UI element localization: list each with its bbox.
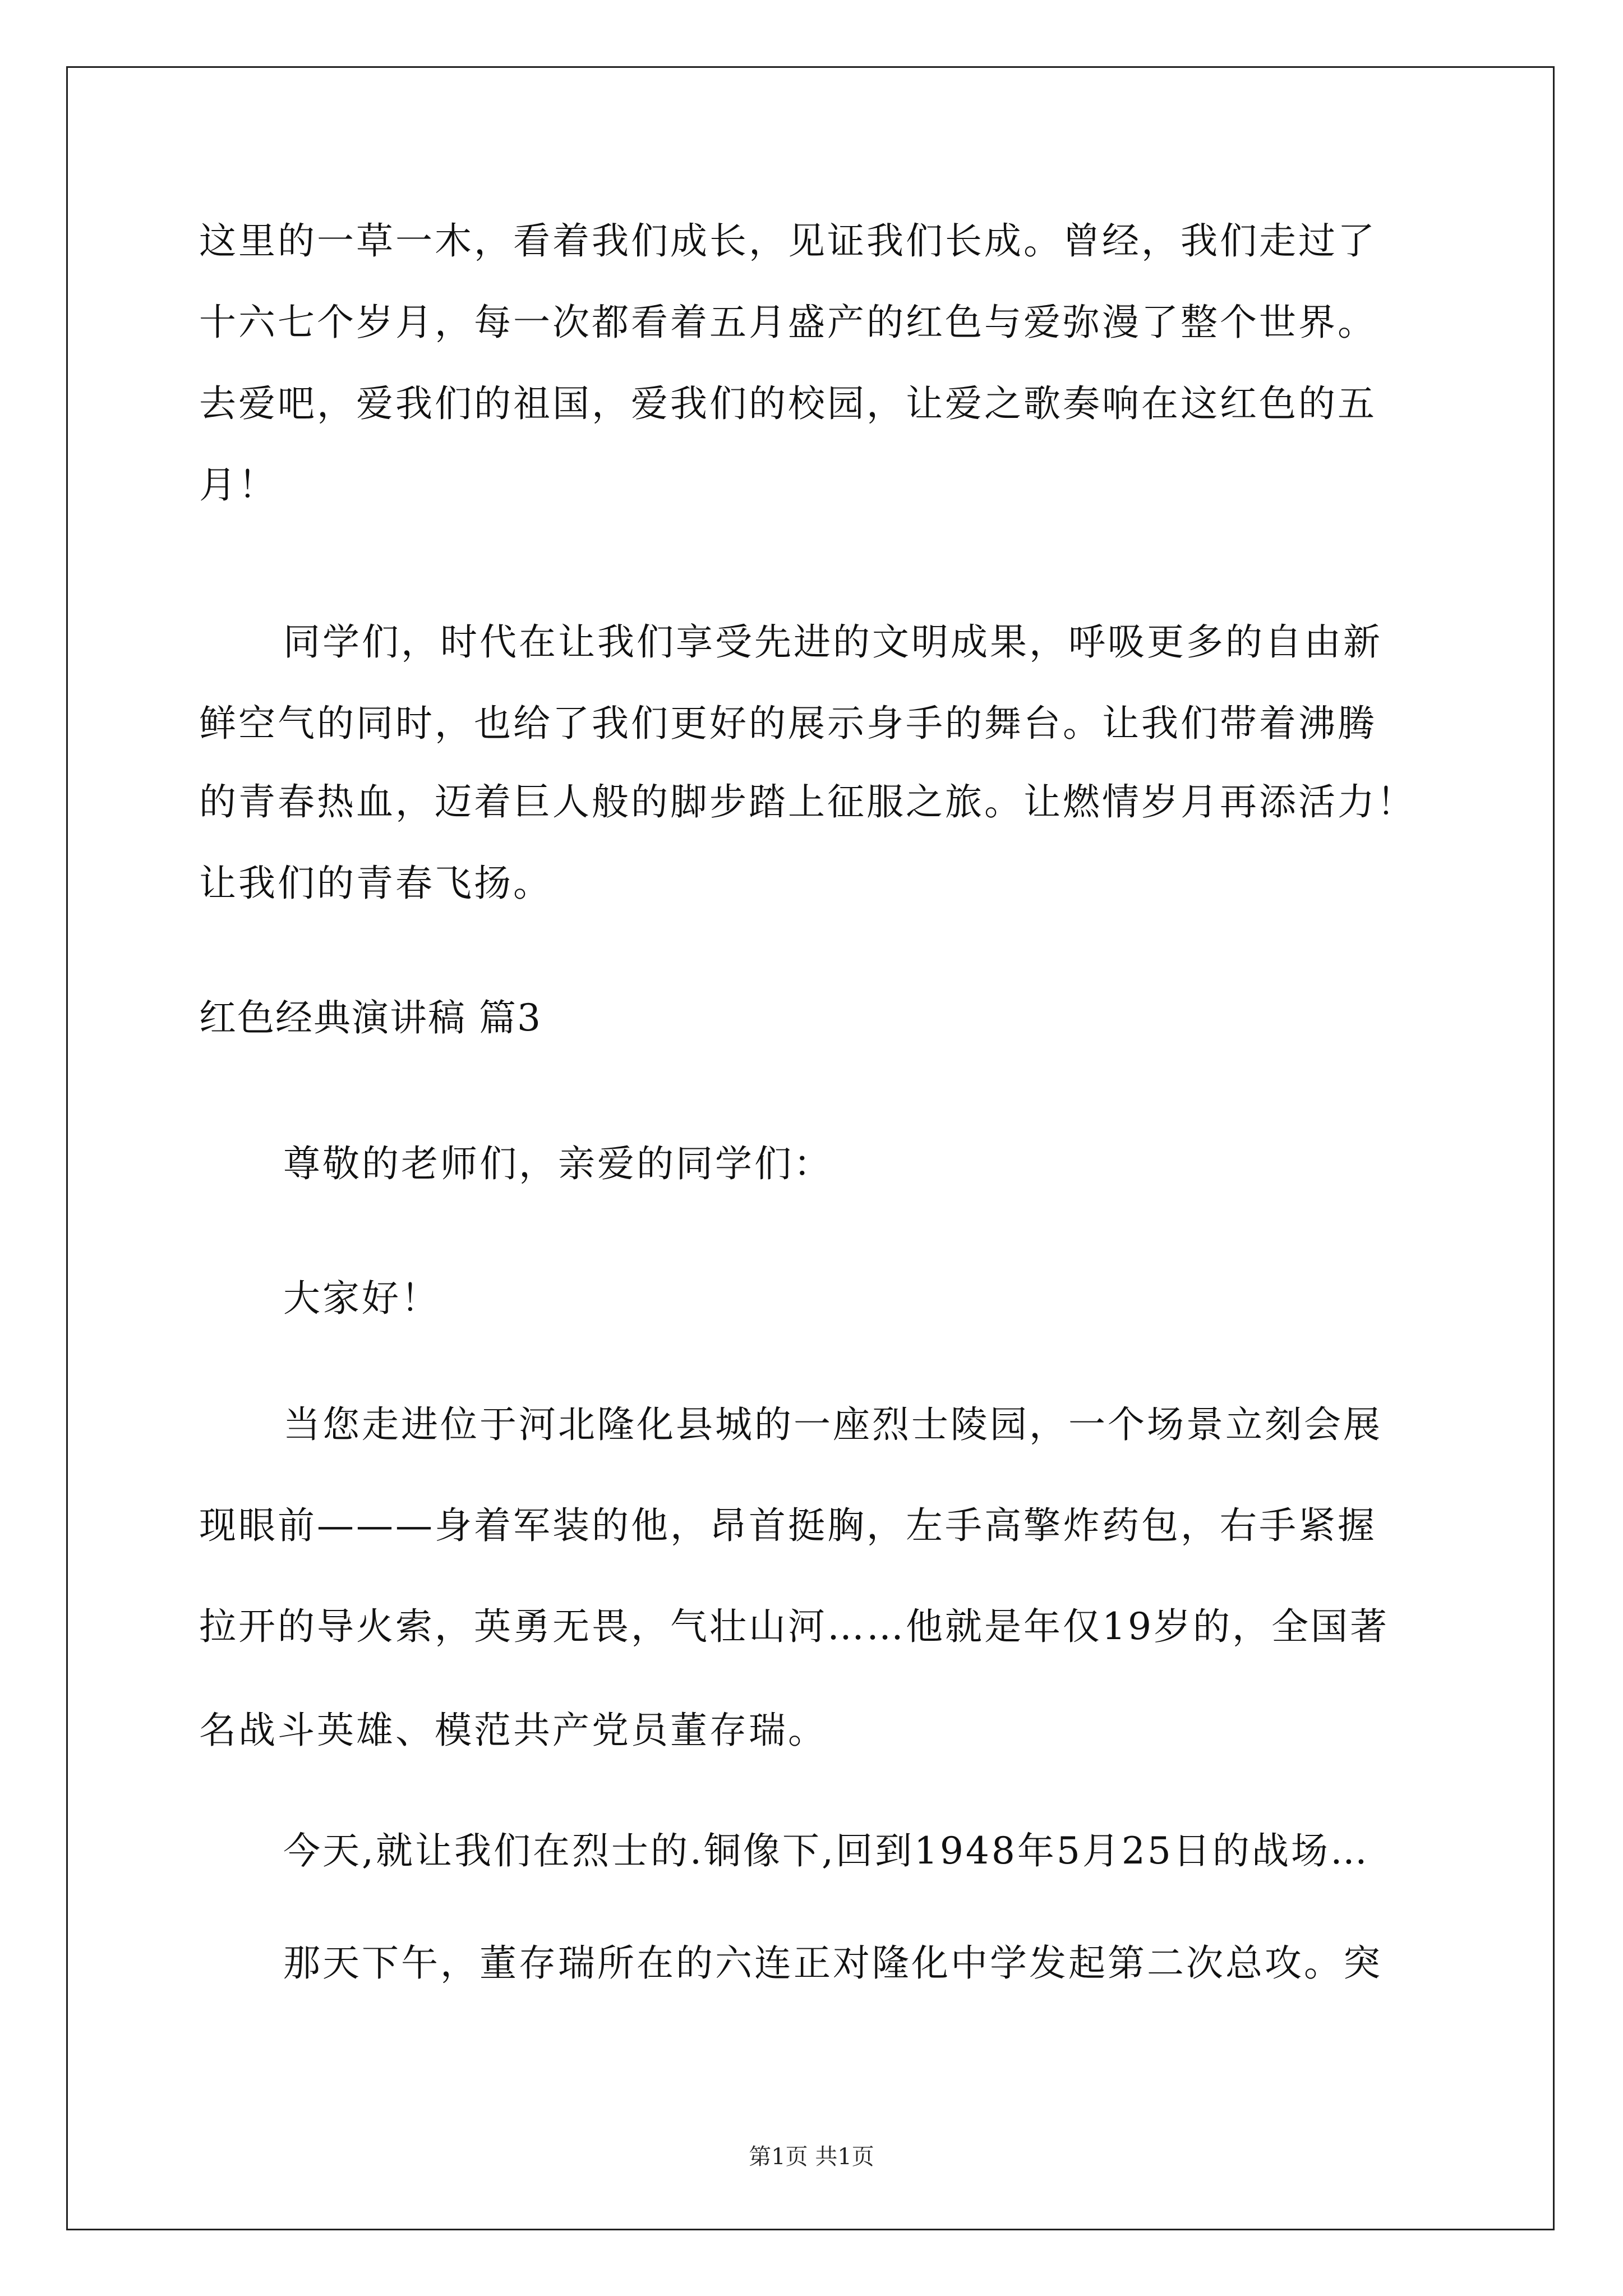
salutation: 尊敬的老师们，亲爱的同学们： <box>283 1142 833 1185</box>
text-line: 现眼前———身着军装的他，昂首挺胸，左手高擎炸药包，右手紧握 <box>199 1504 1377 1547</box>
text-line: 名战斗英雄、模范共产党员董存瑞。 <box>199 1709 827 1752</box>
text-line: 的青春热血，迈着巨人般的脚步踏上征服之旅。让燃情岁月再添活力！ <box>199 780 1416 823</box>
paragraph-first-line: 同学们，时代在让我们享受先进的文明成果，呼吸更多的自由新 <box>283 620 1382 664</box>
section-heading: 红色经典演讲稿 篇3 <box>199 996 542 1039</box>
paragraph-first-line: 那天下午，董存瑞所在的六连正对隆化中学发起第二次总攻。突 <box>283 1941 1382 1985</box>
text-line: 月！ <box>199 463 278 507</box>
text-line: 去爱吧，爱我们的祖国，爱我们的校园，让爱之歌奏响在这红色的五 <box>199 382 1377 425</box>
text-line: 拉开的导火索，英勇无畏，气壮山河……他就是年仅19岁的，全国著 <box>199 1605 1389 1648</box>
paragraph-first-line: 当您走进位于河北隆化县城的一座烈士陵园，一个场景立刻会展 <box>283 1403 1382 1446</box>
page-footer: 第1页 共1页 <box>749 2144 874 2170</box>
greeting: 大家好！ <box>283 1277 440 1320</box>
text-line: 让我们的青春飞扬。 <box>199 862 552 905</box>
text-line: 这里的一草一木，看着我们成长，见证我们长成。曾经，我们走过了 <box>199 219 1377 263</box>
text-line: 鲜空气的同时，也给了我们更好的展示身手的舞台。让我们带着沸腾 <box>199 702 1377 745</box>
paragraph-first-line: 今天,就让我们在烈士的.铜像下,回到1948年5月25日的战场… <box>283 1829 1370 1872</box>
text-line: 十六七个岁月，每一次都看着五月盛产的红色与爱弥漫了整个世界。 <box>199 301 1377 344</box>
